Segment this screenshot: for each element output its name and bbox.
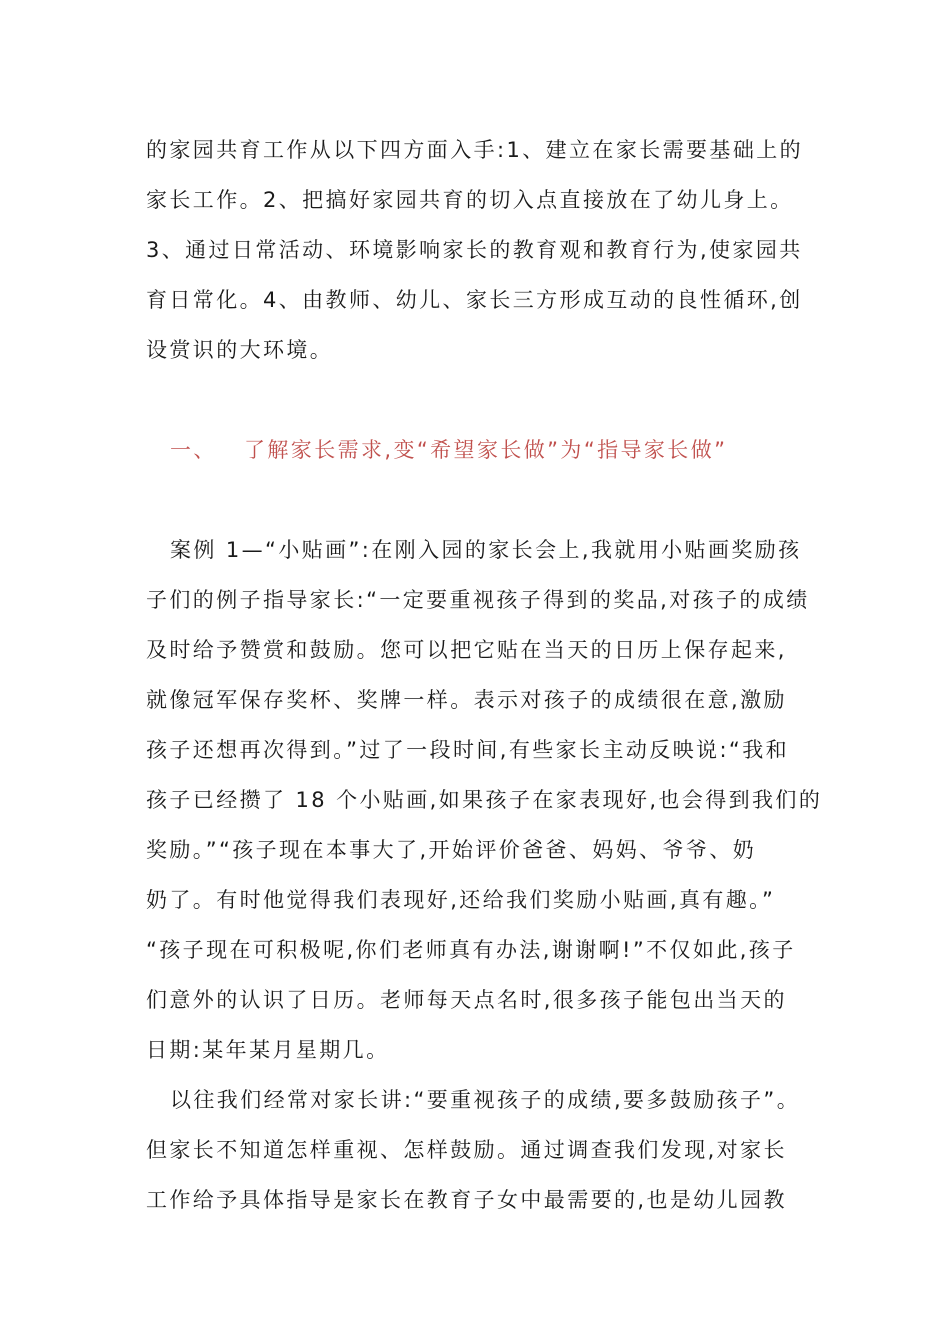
section-heading-text: 了解家长需求,变“希望家长做”为“指导家长做” [244,438,728,462]
paragraph-1-line: 育日常化。4、由教师、幼儿、家长三方形成互动的良性循环,创 [146,288,803,312]
paragraph-1-line: 设赏识的大环境。 [146,338,334,362]
paragraph-3-line: 工作给予具体指导是家长在教育子女中最需要的,也是幼儿园教 [146,1188,787,1212]
paragraph-2-line: 孩子已经攒了 18 个小贴画,如果孩子在家表现好,也会得到我们的 [146,788,823,812]
paragraph-1-line: 家长工作。2、把搞好家园共育的切入点直接放在了幼儿身上。 [146,188,794,212]
paragraph-2-line: 奶了。有时他觉得我们表现好,还给我们奖励小贴画,真有趣。” [146,888,776,912]
paragraph-2-line: 孩子还想再次得到。”过了一段时间,有些家长主动反映说:“我和 [146,738,790,762]
paragraph-2-line: 案例 1—“小贴画”:在刚入园的家长会上,我就用小贴画奖励孩 [170,538,802,562]
paragraph-2-line: 就像冠军保存奖杯、奖牌一样。表示对孩子的成绩很在意,激励 [146,688,787,712]
paragraph-2-line: 日期:某年某月星期几。 [146,1038,390,1062]
paragraph-3-line: 但家长不知道怎样重视、怎样鼓励。通过调查我们发现,对家长 [146,1138,787,1162]
paragraph-2-line: 奖励。”“孩子现在本事大了,开始评价爸爸、妈妈、爷爷、奶 [146,838,757,862]
paragraph-1-line: 的家园共育工作从以下四方面入手:1、建立在家长需要基础上的 [146,138,804,162]
paragraph-2-line: 子们的例子指导家长:“一定要重视孩子得到的奖品,对孩子的成绩 [146,588,810,612]
paragraph-3-line: 以往我们经常对家长讲:“要重视孩子的成绩,要多鼓励孩子”。 [170,1088,801,1112]
paragraph-1-line: 3、通过日常活动、环境影响家长的教育观和教育行为,使家园共 [146,238,803,262]
section-heading-number: 一、 [170,438,217,462]
paragraph-2-line: “孩子现在可积极呢,你们老师真有办法,谢谢啊!”不仅如此,孩子 [146,938,796,962]
paragraph-2-line: 及时给予赞赏和鼓励。您可以把它贴在当天的日历上保存起来, [146,638,787,662]
paragraph-2-line: 们意外的认识了日历。老师每天点名时,很多孩子能包出当天的 [146,988,787,1012]
section-heading [170,435,727,465]
